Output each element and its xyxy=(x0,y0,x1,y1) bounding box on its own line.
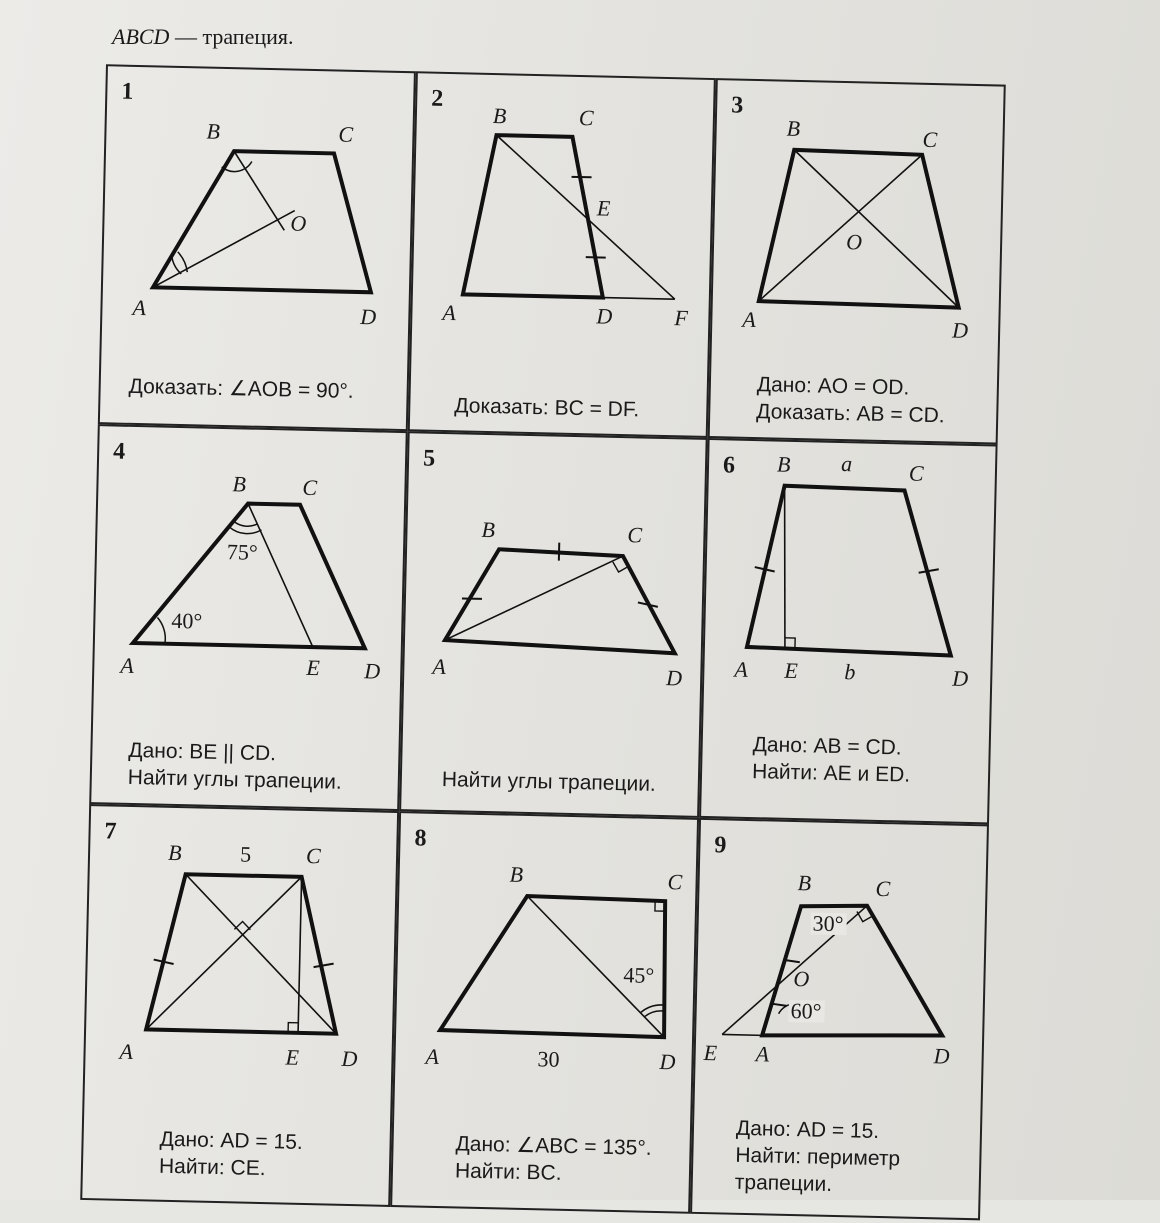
vertex-b: B xyxy=(206,119,220,144)
angle-label-o: 60° xyxy=(790,998,821,1024)
task-text xyxy=(734,1115,901,1200)
vertex-a: A xyxy=(423,1044,440,1069)
angle-label-a: 40° xyxy=(171,608,202,634)
side-ad-value: 30 xyxy=(537,1046,560,1071)
vertex-c: C xyxy=(667,869,683,894)
task-text xyxy=(442,766,657,798)
diagonal-bd xyxy=(182,874,339,1033)
point-e: E xyxy=(284,1045,300,1070)
point-f: F xyxy=(673,305,689,330)
side-a-label: a xyxy=(841,451,853,476)
point-e: E xyxy=(596,195,612,220)
problem-cell-9 xyxy=(690,818,989,1220)
task-line: Дано: AD = 15. xyxy=(159,1126,303,1156)
trapezoid-abcd xyxy=(133,501,368,648)
problem-number: 5 xyxy=(423,446,436,473)
height-ce xyxy=(298,877,302,1033)
problem-number: 3 xyxy=(731,92,744,119)
trapezoid-figure-5 xyxy=(401,433,710,820)
task-line: Найти углы трапеции. xyxy=(442,766,657,798)
point-o: O xyxy=(793,966,810,991)
diagonal-bd xyxy=(791,150,962,308)
vertex-c: C xyxy=(302,475,318,500)
vertex-c: C xyxy=(579,105,595,130)
trapezoid-abcd xyxy=(759,149,962,307)
point-o: O xyxy=(846,229,863,254)
vertex-a: A xyxy=(118,653,135,678)
tick-mark xyxy=(314,963,334,967)
vertex-b: B xyxy=(777,452,791,477)
task-line: Найти углы трапеции. xyxy=(128,764,343,796)
task-text xyxy=(128,373,354,405)
task-text xyxy=(159,1126,303,1183)
vertex-c: C xyxy=(909,461,925,486)
task-line: Найти: CE. xyxy=(159,1153,303,1183)
problem-cell-5 xyxy=(399,431,708,818)
vertex-b: B xyxy=(232,471,246,496)
task-line: Дано: BE || CD. xyxy=(128,737,343,769)
vertex-b: B xyxy=(168,840,182,865)
task-text xyxy=(752,731,911,789)
header-label: ABCD xyxy=(112,24,169,49)
point-e: E xyxy=(305,655,321,680)
right-angle-mark xyxy=(785,638,795,648)
trapezoid-abcd xyxy=(153,149,374,292)
side-bc-value: 5 xyxy=(240,841,252,866)
angle-arc-a2 xyxy=(177,252,187,272)
task-line: Дано: AB = CD. xyxy=(752,731,911,762)
side-b-label: b xyxy=(844,659,856,684)
vertex-d: D xyxy=(951,666,969,691)
task-text xyxy=(455,1130,652,1188)
vertex-b: B xyxy=(493,103,507,128)
problem-cell-2 xyxy=(408,71,716,438)
vertex-d: D xyxy=(359,304,377,329)
problem-number: 4 xyxy=(113,438,126,465)
angle-arc-d1 xyxy=(645,1010,665,1017)
point-o: O xyxy=(290,210,307,235)
task-line: Дано: AO = OD. xyxy=(757,371,946,402)
vertex-c: C xyxy=(306,843,322,868)
segment-ea xyxy=(722,1034,762,1035)
problem-number: 9 xyxy=(714,832,727,859)
segment-df xyxy=(603,298,675,300)
trapezoid-abcd xyxy=(445,548,677,653)
angle-arc-b1 xyxy=(234,521,258,526)
problem-number: 6 xyxy=(723,452,736,479)
problem-cell-6 xyxy=(699,438,998,824)
point-e: E xyxy=(783,658,799,683)
problem-number: 7 xyxy=(104,818,117,845)
vertex-d: D xyxy=(951,317,969,342)
problem-cell-3 xyxy=(708,78,1006,444)
problem-number: 2 xyxy=(431,86,444,113)
angle-arc-b2 xyxy=(229,527,261,534)
vertex-d: D xyxy=(665,665,683,690)
angle-label-d: 45° xyxy=(623,962,654,988)
task-line: Дано: ∠ABC = 135°. xyxy=(455,1130,652,1161)
height-be xyxy=(781,486,789,648)
problem-cell-1 xyxy=(98,64,416,431)
angle-arc-a xyxy=(157,618,166,644)
page-header xyxy=(112,24,294,50)
problem-grid xyxy=(70,64,1026,1221)
vertex-d: D xyxy=(340,1046,358,1071)
task-text xyxy=(128,737,343,796)
problem-number: 8 xyxy=(414,825,427,852)
vertex-d: D xyxy=(658,1049,676,1074)
task-line: Найти: AE и ED. xyxy=(752,758,911,789)
task-text xyxy=(756,371,946,429)
problem-cell-4 xyxy=(89,424,408,811)
vertex-c: C xyxy=(338,122,354,147)
header-suffix: — трапеция. xyxy=(169,24,293,49)
task-line: Найти: BC. xyxy=(455,1157,652,1188)
vertex-a: A xyxy=(430,654,447,679)
vertex-a: A xyxy=(732,657,749,682)
trapezoid-abcd xyxy=(747,485,955,656)
angle-label-b: 30° xyxy=(812,910,843,936)
vertex-b: B xyxy=(786,116,800,141)
task-line: Доказать: ∠AOB = 90°. xyxy=(128,373,354,405)
vertex-c: C xyxy=(922,127,938,152)
task-line: Доказать: BC = DF. xyxy=(454,392,639,423)
tick-mark xyxy=(771,1004,787,1006)
task-line: Дано: AD = 15. xyxy=(736,1115,901,1146)
vertex-b: B xyxy=(481,517,495,542)
problem-cell-8 xyxy=(390,811,699,1214)
diagonal-ac xyxy=(146,873,302,1032)
problem-number: 1 xyxy=(121,79,134,106)
point-e: E xyxy=(702,1040,718,1065)
diagonal-ac xyxy=(759,151,922,305)
vertex-a: A xyxy=(740,307,757,332)
vertex-c: C xyxy=(627,522,643,547)
problem-cell-7 xyxy=(80,804,399,1207)
trapezoid-figure-2 xyxy=(410,73,718,440)
vertex-a: A xyxy=(753,1041,770,1066)
vertex-a: A xyxy=(440,300,457,325)
vertex-b: B xyxy=(509,862,523,887)
vertex-a: A xyxy=(130,295,147,320)
trapezoid-abcd xyxy=(146,873,339,1033)
bisector-b xyxy=(232,151,286,230)
vertex-c: C xyxy=(875,876,891,901)
angle-label-b: 75° xyxy=(227,539,258,565)
segment-bf xyxy=(493,135,679,299)
task-line: трапеции. xyxy=(734,1169,899,1200)
task-line: Доказать: AB = CD. xyxy=(756,398,945,429)
vertex-d: D xyxy=(363,658,381,683)
vertex-a: A xyxy=(117,1039,134,1064)
angle-arc-a1 xyxy=(171,256,181,274)
vertex-d: D xyxy=(932,1043,950,1068)
task-line: Найти: периметр xyxy=(735,1142,900,1173)
task-text xyxy=(454,392,639,423)
vertex-d: D xyxy=(595,303,613,328)
vertex-b: B xyxy=(797,870,811,895)
